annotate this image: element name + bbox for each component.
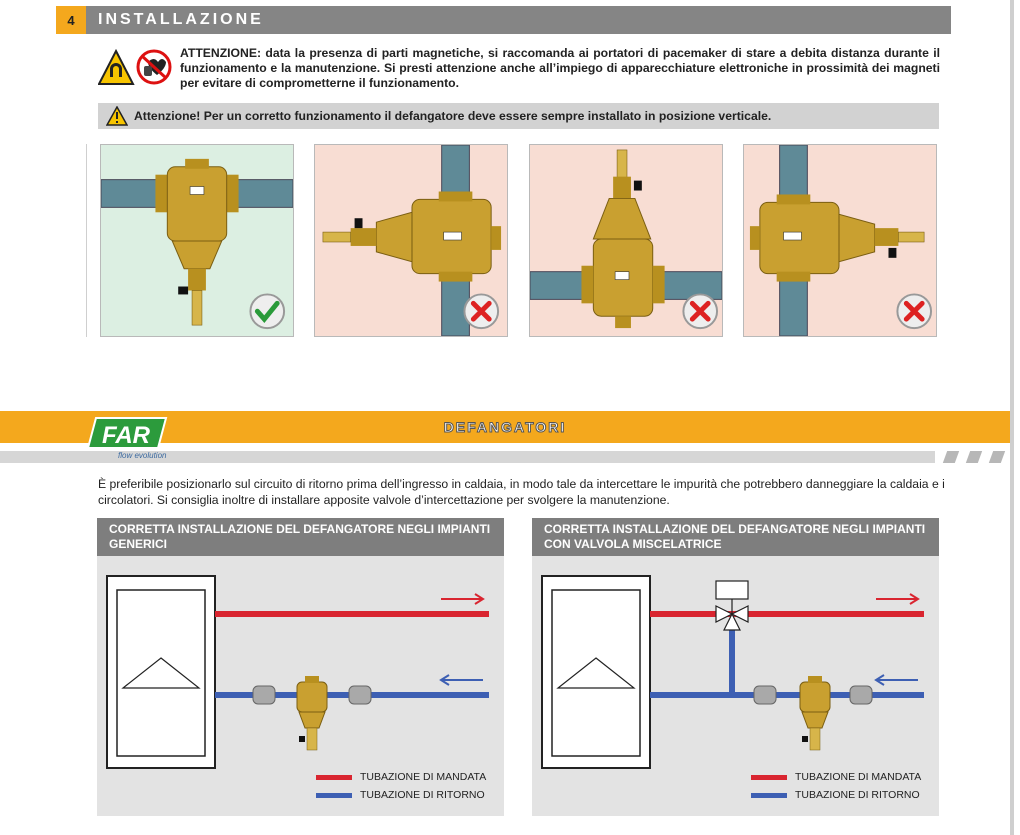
cross-icon — [897, 294, 931, 328]
legend-supply — [751, 771, 921, 783]
defangator-icon — [800, 676, 830, 750]
warning-icons — [98, 48, 174, 88]
far-logo — [88, 416, 168, 461]
install-panel-correct — [100, 144, 294, 337]
boiler-icon — [542, 576, 650, 768]
cross-icon — [683, 294, 717, 328]
return-swatch — [316, 793, 352, 798]
install-panel-wrong-inverted — [529, 144, 723, 337]
alert-text: Attenzione! Per un corretto funzionamento il defangatore deve essere sempre installato in posizione verticale. — [134, 109, 772, 123]
cross-icon — [464, 294, 498, 328]
install-panel-wrong-horizontal-right — [743, 144, 937, 337]
supply-swatch — [316, 775, 352, 780]
legend-supply-label: TUBAZIONE DI MANDATA — [360, 771, 487, 783]
band-stripe — [966, 451, 982, 463]
legend-return — [316, 789, 485, 801]
return-swatch — [751, 793, 787, 798]
legend-return-label: TUBAZIONE DI RITORNO — [795, 789, 920, 801]
band-stripe — [943, 451, 959, 463]
legend-supply-label: TUBAZIONE DI MANDATA — [795, 771, 922, 783]
boiler-icon — [107, 576, 215, 768]
install-panel-wrong-horizontal-left — [314, 144, 508, 337]
valve-icon — [349, 686, 371, 704]
logo-tagline: flow evolution — [118, 451, 167, 460]
diagram-mixing-title: CORRETTA INSTALLAZIONE DEL DEFANGATORE NEGLI IMPIANTI CON VALVOLA MISCELATRICE — [532, 518, 939, 556]
page-edge-rule — [1010, 0, 1014, 835]
pacemaker-warning-text: ATTENZIONE: data la presenza di parti magnetiche, si raccomanda ai portatori di pacemaker di stare a debita distanza durante il funzionamento e la manutenzione. Si presti attenzione anche all’impiego di apparecchiature elettroniche in prossimità dei magneti per evitare di comprometterne il funzionamento. — [180, 46, 940, 90]
legend-return-label: TUBAZIONE DI RITORNO — [360, 789, 485, 801]
check-icon — [250, 294, 284, 328]
valve-icon — [754, 686, 776, 704]
intro-text: È preferibile posizionarlo sul circuito di ritorno prima dell’ingresso in caldaia, in modo tale da intercettare le impurità che potrebbero danneggiare la caldaia e i circolatori. Si consiglia inoltre di installare apposite valvole d’intercettazione per svolgere la manutenzione. — [98, 477, 945, 507]
valve-icon — [850, 686, 872, 704]
diagram-generic-title: CORRETTA INSTALLAZIONE DEL DEFANGATORE NEGLI IMPIANTI GENERICI — [97, 518, 504, 556]
caution-icon — [106, 106, 128, 126]
magnet-warning-icon — [99, 51, 133, 84]
left-rule — [86, 144, 87, 337]
valve-icon — [253, 686, 275, 704]
mixing-valve-icon — [716, 581, 748, 630]
legend-supply — [316, 771, 486, 783]
supply-swatch — [751, 775, 787, 780]
vertical-install-alert — [98, 103, 939, 129]
section-title: INSTALLAZIONE — [86, 6, 951, 34]
band-title: DEFANGATORI — [443, 419, 567, 435]
section-number: 4 — [56, 6, 86, 34]
defangator-icon — [297, 676, 327, 750]
band-stripe — [989, 451, 1005, 463]
no-pacemaker-icon — [138, 51, 170, 83]
legend-return — [751, 789, 920, 801]
logo-name: FAR — [102, 422, 150, 449]
